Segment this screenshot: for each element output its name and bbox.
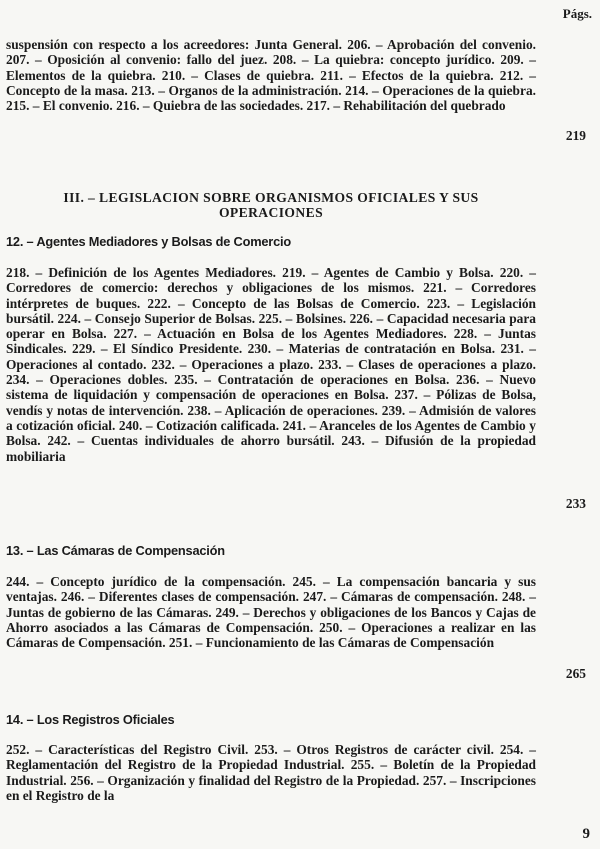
chapter-heading: 14. – Los Registros Oficiales	[6, 712, 175, 727]
section-title-line1: III. – LEGISLACION SOBRE ORGANISMOS OFICIALES Y SUS	[63, 190, 479, 205]
chapter-text: 252. – Características del Registro Civil. 253. – Otros Registros de carácter civil. 254. – Reglamentación del Registro de la Propiedad Industrial. 255. – Boletín de la Propiedad Industrial. 256. – Organización y finalidad del Registro de la Propiedad. 257. – Inscripciones en el Registro de la	[6, 742, 536, 803]
chapter-heading: 13. – Las Cámaras de Compensación	[6, 543, 225, 558]
chapter-page-ref: 233	[565, 496, 586, 511]
section-title-line2: OPERACIONES	[218, 205, 324, 220]
intro-text: suspensión con respecto a los acreedores: Junta General. 206. – Aprobación del convenio. 207. – Oposición al convenio: fallo del juez. 208. – La quiebra: concepto jurídico. 209. – Elementos de la quiebra. 210. – Clases de quiebra. 211. – Efectos de la quiebra. 212. – Concepto de la masa. 213. – Organos de la administración. 214. – Operaciones de la quiebra. 215. – El convenio. 216. – Quiebra de las sociedades. 217. – Rehabilitación del quebrado	[6, 37, 536, 114]
chapter-page-ref: 265	[565, 666, 586, 681]
chapter-body	[6, 574, 536, 650]
intro-block	[6, 37, 536, 113]
chapter-text: 218. – Definición de los Agentes Mediadores. 219. – Agentes de Cambio y Bolsa. 220. – Corredores de comercio: derechos y obligaciones de los mismos. 221. – Corredores intérpretes de buques. 222. – Concepto de las Bolsas de Comercio. 223. – Legislación bursátil. 224. – Consejo Superior de Bolsas. 225. – Bolsines. 226. – Capacidad necesaria para operar en Bolsa. 227. – Actuación en Bolsa de los Agentes Mediadores. 228. – Juntas Sindicales. 229. – El Síndico Presidente. 230. – Materias de contratación en Bolsa. 231. – Operaciones al contado. 232. – Operaciones a plazo. 233. – Clases de operaciones a plazo. 234. – Operaciones dobles. 235. – Contratación de operaciones en Bolsa. 236. – Nuevo sistema de liquidación y compensación de operaciones en Bolsa. 237. – Pólizas de Bolsa, vendís y notas de intervención. 238. – Aplicación de operaciones. 239. – Admisión de valores a cotización oficial. 240. – Cotización calificada. 241. – Aranceles de los Agentes de Cambio y Bolsa. 242. – Cuentas individuales de ahorro bursátil. 243. – Difusión de la propiedad mobiliaria	[6, 265, 536, 464]
section-title	[6, 190, 536, 220]
intro-page-ref: 219	[565, 128, 586, 143]
chapter-body	[6, 265, 536, 464]
page-number: 9	[582, 826, 590, 842]
chapter-heading: 12. – Agentes Mediadores y Bolsas de Comercio	[6, 234, 291, 249]
pags-label: Págs.	[562, 6, 592, 21]
chapter-body	[6, 742, 536, 803]
chapter-text: 244. – Concepto jurídico de la compensación. 245. – La compensación bancaria y sus ventajas. 246. – Diferentes clases de compensación. 247. – Cámaras de compensación. 248. – Juntas de gobierno de las Cámaras. 249. – Derechos y obligaciones de los Bancos y Cajas de Ahorro asociados a las Cámaras de Compensación. 250. – Operaciones a realizar en las Cámaras de Compensación. 251. – Funcionamiento de las Cámaras de Compensación	[6, 574, 536, 651]
